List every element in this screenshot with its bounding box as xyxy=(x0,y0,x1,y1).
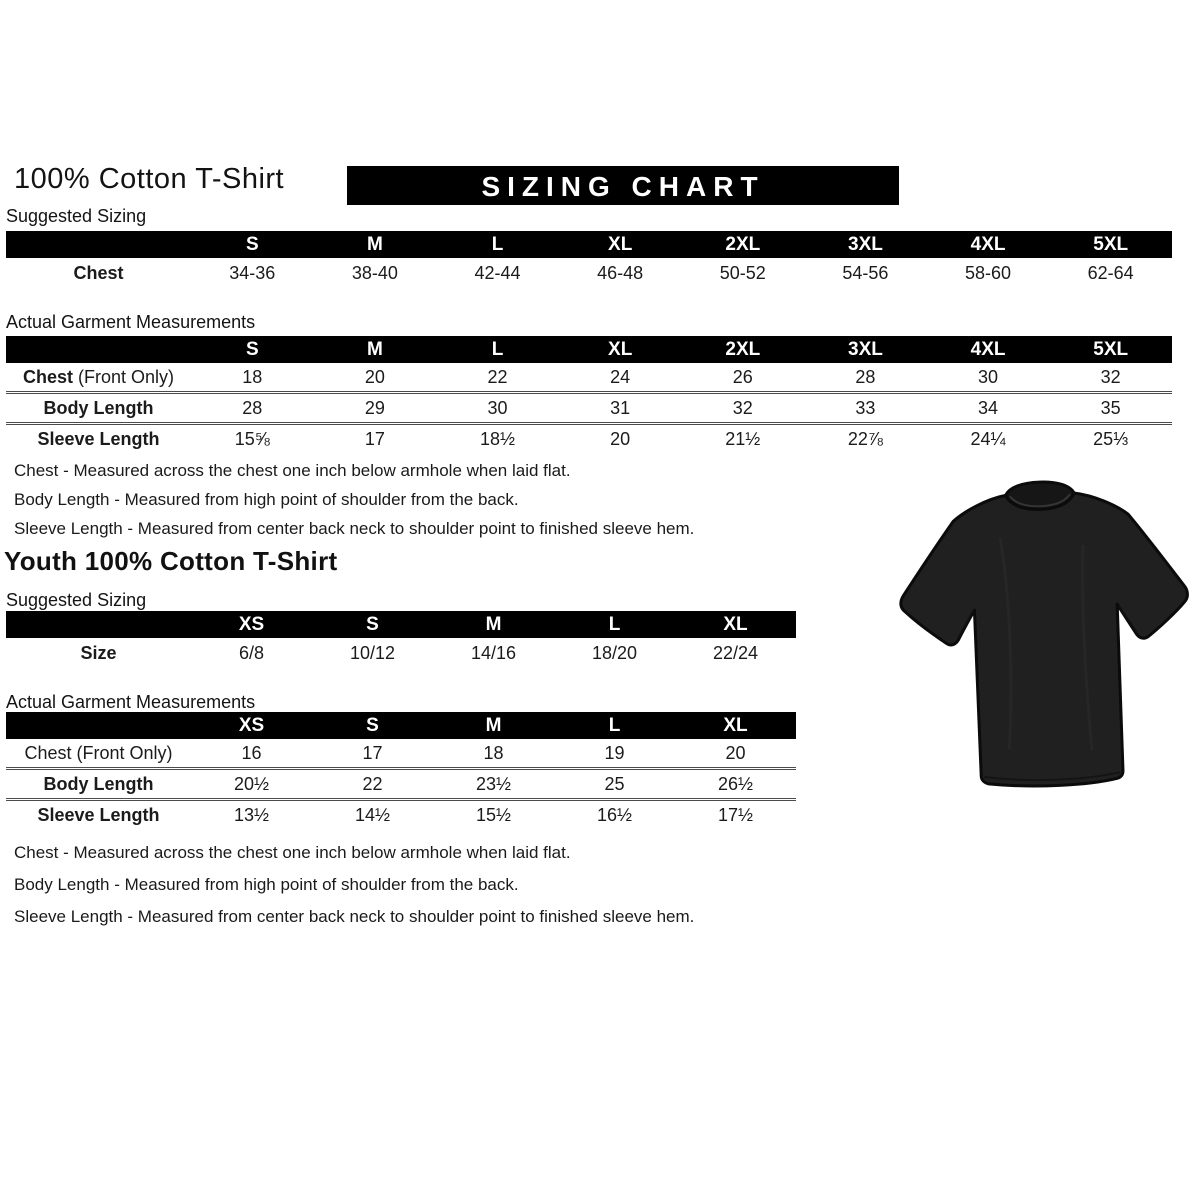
size-cell: 22/24 xyxy=(712,642,759,663)
table-row-sleeve-length xyxy=(6,424,1172,454)
measure-cell: 18½ xyxy=(480,428,516,449)
table-row-body-length xyxy=(6,393,1172,424)
col-header: M xyxy=(314,336,437,363)
note-sleeve-length: Sleeve Length - Measured from center back neck to shoulder point to finished sleeve hem. xyxy=(14,907,695,926)
col-header: M xyxy=(314,231,437,258)
col-header: 2XL xyxy=(682,231,805,258)
table-header-row xyxy=(6,611,796,638)
measure-cell: 16 xyxy=(191,739,312,769)
measure-cell: 20 xyxy=(610,428,631,449)
measure-cell: 22 xyxy=(436,363,559,393)
tshirt-icon xyxy=(893,476,1195,812)
measure-cell: 15⅝ xyxy=(234,428,270,449)
measure-cell: 22 xyxy=(312,769,433,800)
measure-cell: 23½ xyxy=(433,769,554,800)
measure-cell: 28 xyxy=(804,363,927,393)
col-header: L xyxy=(436,336,559,363)
note-body-length: Body Length - Measured from high point of shoulder from the back. xyxy=(14,490,519,509)
table-row-chest xyxy=(6,739,796,769)
size-cell: 6/8 xyxy=(238,642,265,663)
measure-cell: 26 xyxy=(682,363,805,393)
header-spacer xyxy=(6,712,191,739)
col-header: XS xyxy=(191,712,312,739)
measure-cell: 13½ xyxy=(233,804,270,825)
youth-section-title: Youth 100% Cotton T-Shirt xyxy=(4,546,338,576)
measure-cell: 16½ xyxy=(596,804,633,825)
measure-cell: 18 xyxy=(433,739,554,769)
measure-cell: 32 xyxy=(682,393,805,424)
size-cell: 34-36 xyxy=(229,262,276,283)
size-cell: 58-60 xyxy=(965,262,1012,283)
adult-measurement-notes xyxy=(14,461,694,548)
measure-cell: 24 xyxy=(559,363,682,393)
youth-suggested-sizing-label: Suggested Sizing xyxy=(6,590,147,610)
header-spacer xyxy=(6,336,191,363)
size-cell: 38-40 xyxy=(351,262,398,283)
col-header: 2XL xyxy=(682,336,805,363)
table-row xyxy=(6,258,1172,288)
row-label: Sleeve Length xyxy=(37,804,160,825)
measure-cell: 17½ xyxy=(717,804,754,825)
row-label: Body Length xyxy=(6,769,191,800)
note-chest: Chest - Measured across the chest one inch below armhole when laid flat. xyxy=(14,461,571,480)
col-header: XS xyxy=(191,611,312,638)
row-label: Chest (Front Only) xyxy=(6,363,191,393)
measure-cell: 24¼ xyxy=(970,428,1006,449)
table-row-body-length xyxy=(6,769,796,800)
note-body-length: Body Length - Measured from high point of shoulder from the back. xyxy=(14,875,519,894)
adult-actual-measurements-label: Actual Garment Measurements xyxy=(6,312,256,332)
adult-actual-measurements-table xyxy=(6,336,1172,453)
col-header: 3XL xyxy=(804,231,927,258)
note-sleeve-length: Sleeve Length - Measured from center back neck to shoulder point to finished sleeve hem. xyxy=(14,519,695,538)
note-chest: Chest - Measured across the chest one inch below armhole when laid flat. xyxy=(14,843,571,862)
size-cell: 18/20 xyxy=(591,642,638,663)
col-header: XL xyxy=(559,336,682,363)
measure-cell: 14½ xyxy=(354,804,391,825)
youth-measurement-notes xyxy=(14,843,694,939)
col-header: S xyxy=(312,712,433,739)
youth-actual-measurements-table xyxy=(6,712,796,829)
header-spacer xyxy=(6,231,191,258)
col-header: 4XL xyxy=(927,336,1050,363)
col-header: XL xyxy=(675,712,796,739)
size-cell: 14/16 xyxy=(470,642,517,663)
adult-suggested-sizing-label: Suggested Sizing xyxy=(6,206,147,226)
col-header: M xyxy=(433,712,554,739)
size-cell: 10/12 xyxy=(349,642,396,663)
sizing-chart-banner: SIZING CHART xyxy=(347,166,899,205)
table-header-row xyxy=(6,336,1172,363)
measure-cell: 22⅞ xyxy=(847,428,883,449)
col-header: S xyxy=(191,231,314,258)
col-header: L xyxy=(554,712,675,739)
row-label: Body Length xyxy=(6,393,191,424)
measure-cell: 32 xyxy=(1049,363,1172,393)
measure-cell: 20 xyxy=(314,363,437,393)
measure-cell: 30 xyxy=(436,393,559,424)
col-header: S xyxy=(312,611,433,638)
col-header: L xyxy=(554,611,675,638)
measure-cell: 28 xyxy=(191,393,314,424)
measure-cell: 17 xyxy=(312,739,433,769)
measure-cell: 25⅓ xyxy=(1093,428,1129,449)
page-title: 100% Cotton T-Shirt xyxy=(14,163,285,195)
col-header: XL xyxy=(559,231,682,258)
col-header: L xyxy=(436,231,559,258)
measure-cell: 20½ xyxy=(191,769,312,800)
measure-cell: 29 xyxy=(314,393,437,424)
table-row-chest xyxy=(6,363,1172,393)
measure-cell: 20 xyxy=(675,739,796,769)
measure-cell: 35 xyxy=(1049,393,1172,424)
row-label: Sleeve Length xyxy=(37,428,160,449)
row-label: Chest (Front Only) xyxy=(6,739,191,769)
size-cell: 50-52 xyxy=(719,262,766,283)
size-cell: 42-44 xyxy=(474,262,521,283)
size-cell: 62-64 xyxy=(1087,262,1134,283)
table-row-size xyxy=(6,638,796,668)
measure-cell: 34 xyxy=(927,393,1050,424)
table-header-row xyxy=(6,712,796,739)
col-header: XL xyxy=(675,611,796,638)
col-header: 3XL xyxy=(804,336,927,363)
measure-cell: 33 xyxy=(804,393,927,424)
row-label: Size xyxy=(80,642,117,663)
table-header-row xyxy=(6,231,1172,258)
youth-suggested-sizing-table xyxy=(6,611,796,668)
adult-suggested-sizing-table xyxy=(6,231,1172,288)
size-cell: 54-56 xyxy=(842,262,889,283)
youth-actual-measurements-label: Actual Garment Measurements xyxy=(6,692,256,712)
col-header: S xyxy=(191,336,314,363)
measure-cell: 17 xyxy=(364,428,385,449)
measure-cell: 26½ xyxy=(675,769,796,800)
measure-cell: 19 xyxy=(554,739,675,769)
header-spacer xyxy=(6,611,191,638)
measure-cell: 31 xyxy=(559,393,682,424)
row-label: Chest xyxy=(73,262,124,283)
table-row-sleeve-length xyxy=(6,800,796,830)
col-header: 5XL xyxy=(1049,231,1172,258)
measure-cell: 21½ xyxy=(725,428,761,449)
size-cell: 46-48 xyxy=(597,262,644,283)
col-header: M xyxy=(433,611,554,638)
measure-cell: 15½ xyxy=(475,804,512,825)
measure-cell: 30 xyxy=(927,363,1050,393)
col-header: 4XL xyxy=(927,231,1050,258)
black-tshirt-image xyxy=(893,476,1195,812)
col-header: 5XL xyxy=(1049,336,1172,363)
measure-cell: 18 xyxy=(191,363,314,393)
measure-cell: 25 xyxy=(554,769,675,800)
